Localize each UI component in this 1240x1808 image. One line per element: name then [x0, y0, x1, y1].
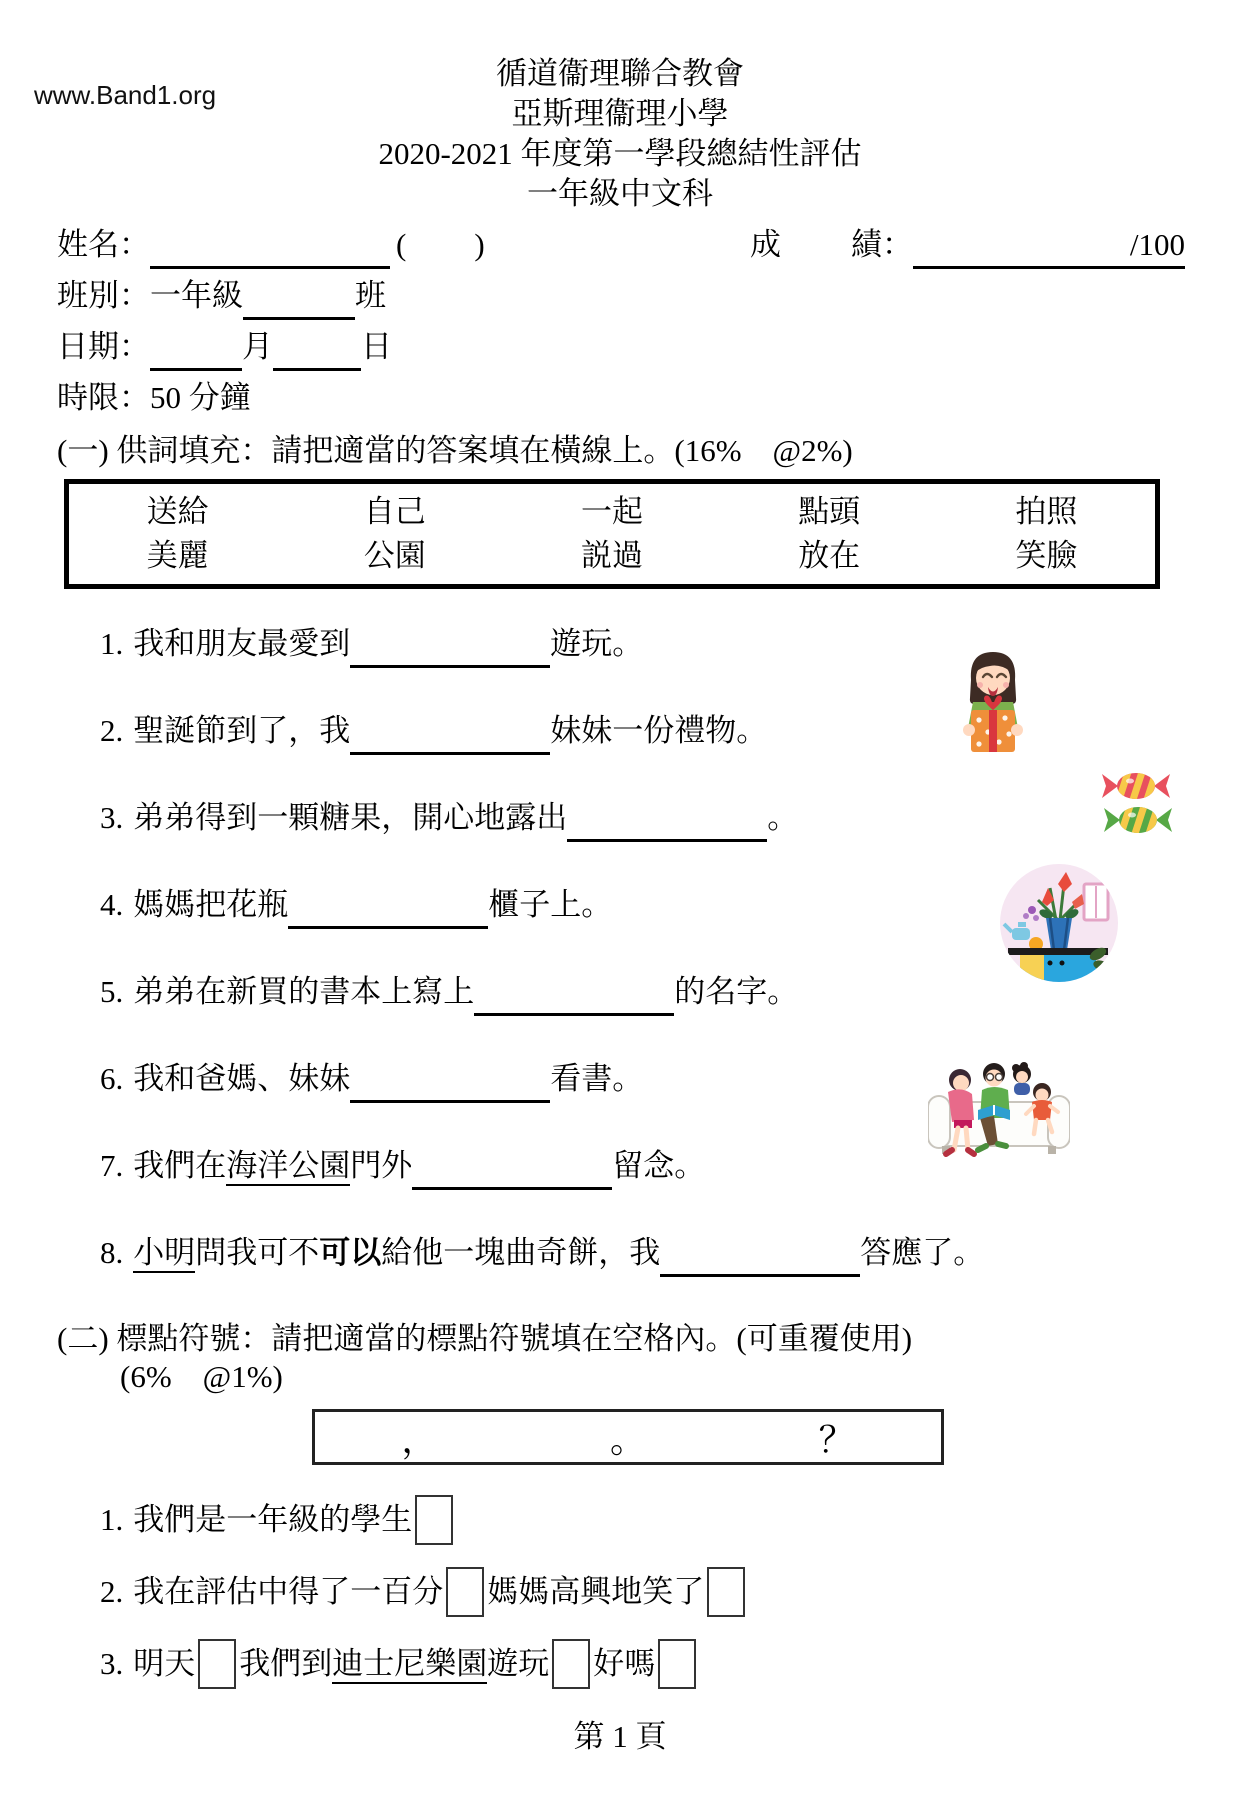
- punctuation-answer-box: [415, 1495, 453, 1545]
- score-group: [750, 224, 1185, 269]
- question-text: 看書。: [550, 1061, 644, 1096]
- question-text: 弟弟得到一顆糖果，開心地露出: [133, 800, 568, 835]
- girl-holding-gift-illustration: [955, 644, 1031, 764]
- question-text: 我和爸媽、妹妹: [133, 1061, 351, 1096]
- section2-heading: (二) 標點符號：請把適當的標點符號填在空格內。(可重覆使用): [57, 1321, 913, 1356]
- question-text: 給他一塊曲奇餅，我: [381, 1235, 661, 1270]
- time-line: [57, 377, 1185, 419]
- question-text: 留念。: [612, 1148, 706, 1183]
- question-text: 櫃子上。: [488, 887, 613, 922]
- question-number: 3.: [100, 1646, 124, 1682]
- word-bank-box: [64, 479, 1160, 589]
- question-text: 可以: [319, 1235, 382, 1270]
- answer-blank: [288, 884, 488, 929]
- class-line: [57, 275, 1185, 320]
- answer-blank: [350, 623, 550, 668]
- word-bank-cell: 送給: [146, 494, 209, 529]
- name-label: 姓名：: [57, 227, 150, 262]
- s2-question-3: [100, 1639, 1240, 1695]
- answer-blank: [567, 797, 767, 842]
- question-number: 8.: [100, 1235, 124, 1270]
- punctuation-answer-box: [658, 1639, 696, 1689]
- question-text: 明天: [133, 1646, 196, 1682]
- question-text: 迪士尼樂園: [332, 1646, 487, 1684]
- section2-questions: [0, 1495, 1240, 1695]
- word-bank-cell: 放在: [798, 538, 861, 573]
- exam-title: 2020-2021 年度第一學段總結性評估: [378, 136, 862, 171]
- flower-vase-on-cabinet-illustration: [998, 862, 1120, 984]
- answer-blank: [660, 1232, 860, 1277]
- answer-blank: [350, 710, 550, 755]
- question-text: 我們是一年級的學生: [133, 1502, 413, 1538]
- question-text: 我們到: [239, 1646, 333, 1682]
- s2-question-2: [100, 1567, 1240, 1623]
- time-label: 時限：: [57, 380, 150, 415]
- question-text: 小明: [133, 1235, 195, 1273]
- class-prefix: 一年級: [150, 278, 243, 313]
- name-blank: [150, 224, 390, 269]
- student-info-block: [57, 224, 1185, 419]
- subject-title: 一年級中文科: [527, 176, 713, 211]
- school-name: 亞斯理衞理小學: [511, 96, 729, 131]
- name-line: [57, 224, 1185, 269]
- section1-heading: (一) 供詞填充：請把適當的答案填在橫線上。(16% @2%): [57, 433, 853, 468]
- question-number: 5.: [100, 974, 124, 1009]
- question-text: 的名字。: [674, 974, 799, 1009]
- question-text: 門外: [350, 1148, 413, 1183]
- word-bank-row: [69, 490, 1155, 534]
- s1-question-1: [100, 623, 1240, 668]
- question-text: 我們在: [133, 1148, 227, 1183]
- date-label: 日期：: [57, 329, 150, 364]
- class-suffix: 班: [355, 278, 386, 313]
- punctuation-answer-box: [552, 1639, 590, 1689]
- section2-marks: (6% @1%): [120, 1359, 283, 1394]
- site-watermark: www.Band1.org: [34, 80, 217, 110]
- day-label: 日: [361, 329, 392, 364]
- word-bank-cell: 拍照: [1015, 494, 1078, 529]
- page-number: 第 1 頁: [573, 1719, 667, 1754]
- family-reading-on-sofa-illustration: [928, 1058, 1070, 1164]
- question-text: 我在評估中得了一百分: [133, 1574, 444, 1610]
- question-mark: ？: [818, 1419, 855, 1460]
- punctuation-answer-box: [198, 1639, 236, 1689]
- month-blank: [150, 326, 242, 371]
- word-bank-cell: 美麗: [146, 538, 209, 573]
- question-text: 。: [767, 800, 799, 835]
- s1-question-3: [100, 797, 1240, 842]
- question-number: 2.: [100, 1574, 124, 1610]
- word-bank-cell: 自己: [363, 494, 426, 529]
- comma-mark: ，: [401, 1419, 438, 1460]
- punctuation-bank-box: [312, 1409, 944, 1465]
- answer-blank: [412, 1145, 612, 1190]
- class-blank: [243, 275, 355, 320]
- question-text: 我和朋友最愛到: [133, 626, 351, 661]
- period-mark: 。: [609, 1419, 646, 1460]
- question-number: 2.: [100, 713, 124, 748]
- s2-question-1: [100, 1495, 1240, 1551]
- question-text: 海洋公園: [226, 1148, 350, 1186]
- s1-question-2: [100, 710, 1240, 755]
- wrapped-candies-illustration: [1094, 768, 1178, 842]
- time-value: 50 分鐘: [150, 380, 251, 415]
- question-text: 妹妹一份禮物。: [550, 713, 768, 748]
- punctuation-answer-box: [446, 1567, 484, 1617]
- question-text: 遊玩: [487, 1646, 550, 1682]
- question-number: 6.: [100, 1061, 124, 1096]
- question-text: 答應了。: [860, 1235, 985, 1270]
- paper-header: [0, 54, 1240, 214]
- question-number: 7.: [100, 1148, 124, 1183]
- score-label: 成: [750, 227, 781, 262]
- question-text: 弟弟在新買的書本上寫上: [133, 974, 475, 1009]
- question-number: 4.: [100, 887, 124, 922]
- question-number: 1.: [100, 1502, 124, 1538]
- class-label: 班別：: [57, 278, 150, 313]
- punctuation-answer-box: [707, 1567, 745, 1617]
- student-number-paren: ( ): [396, 227, 487, 262]
- question-text: 聖誕節到了，我: [133, 713, 351, 748]
- word-bank-cell: 説過: [580, 538, 643, 573]
- word-bank-row: [69, 534, 1155, 578]
- question-text: 媽媽高興地笑了: [487, 1574, 705, 1610]
- word-bank-cell: 點頭: [798, 494, 861, 529]
- date-line: [57, 326, 1185, 371]
- word-bank-cell: 笑臉: [1015, 538, 1078, 573]
- word-bank-cell: 一起: [580, 494, 643, 529]
- score-blank: [913, 224, 1185, 269]
- month-label: 月: [242, 329, 273, 364]
- s1-question-8: [100, 1232, 1240, 1277]
- question-text: 問我可不: [195, 1235, 320, 1270]
- question-number: 1.: [100, 626, 124, 661]
- church-org-name: 循道衞理聯合教會: [496, 56, 744, 91]
- word-bank-cell: 公園: [363, 538, 426, 573]
- score-total: /100: [1129, 227, 1185, 262]
- answer-blank: [474, 971, 674, 1016]
- score-label-2: 績：: [851, 227, 913, 262]
- question-text: 遊玩。: [550, 626, 644, 661]
- day-blank: [273, 326, 361, 371]
- question-number: 3.: [100, 800, 124, 835]
- answer-blank: [350, 1058, 550, 1103]
- question-text: 媽媽把花瓶: [133, 887, 289, 922]
- question-text: 好嗎: [593, 1646, 656, 1682]
